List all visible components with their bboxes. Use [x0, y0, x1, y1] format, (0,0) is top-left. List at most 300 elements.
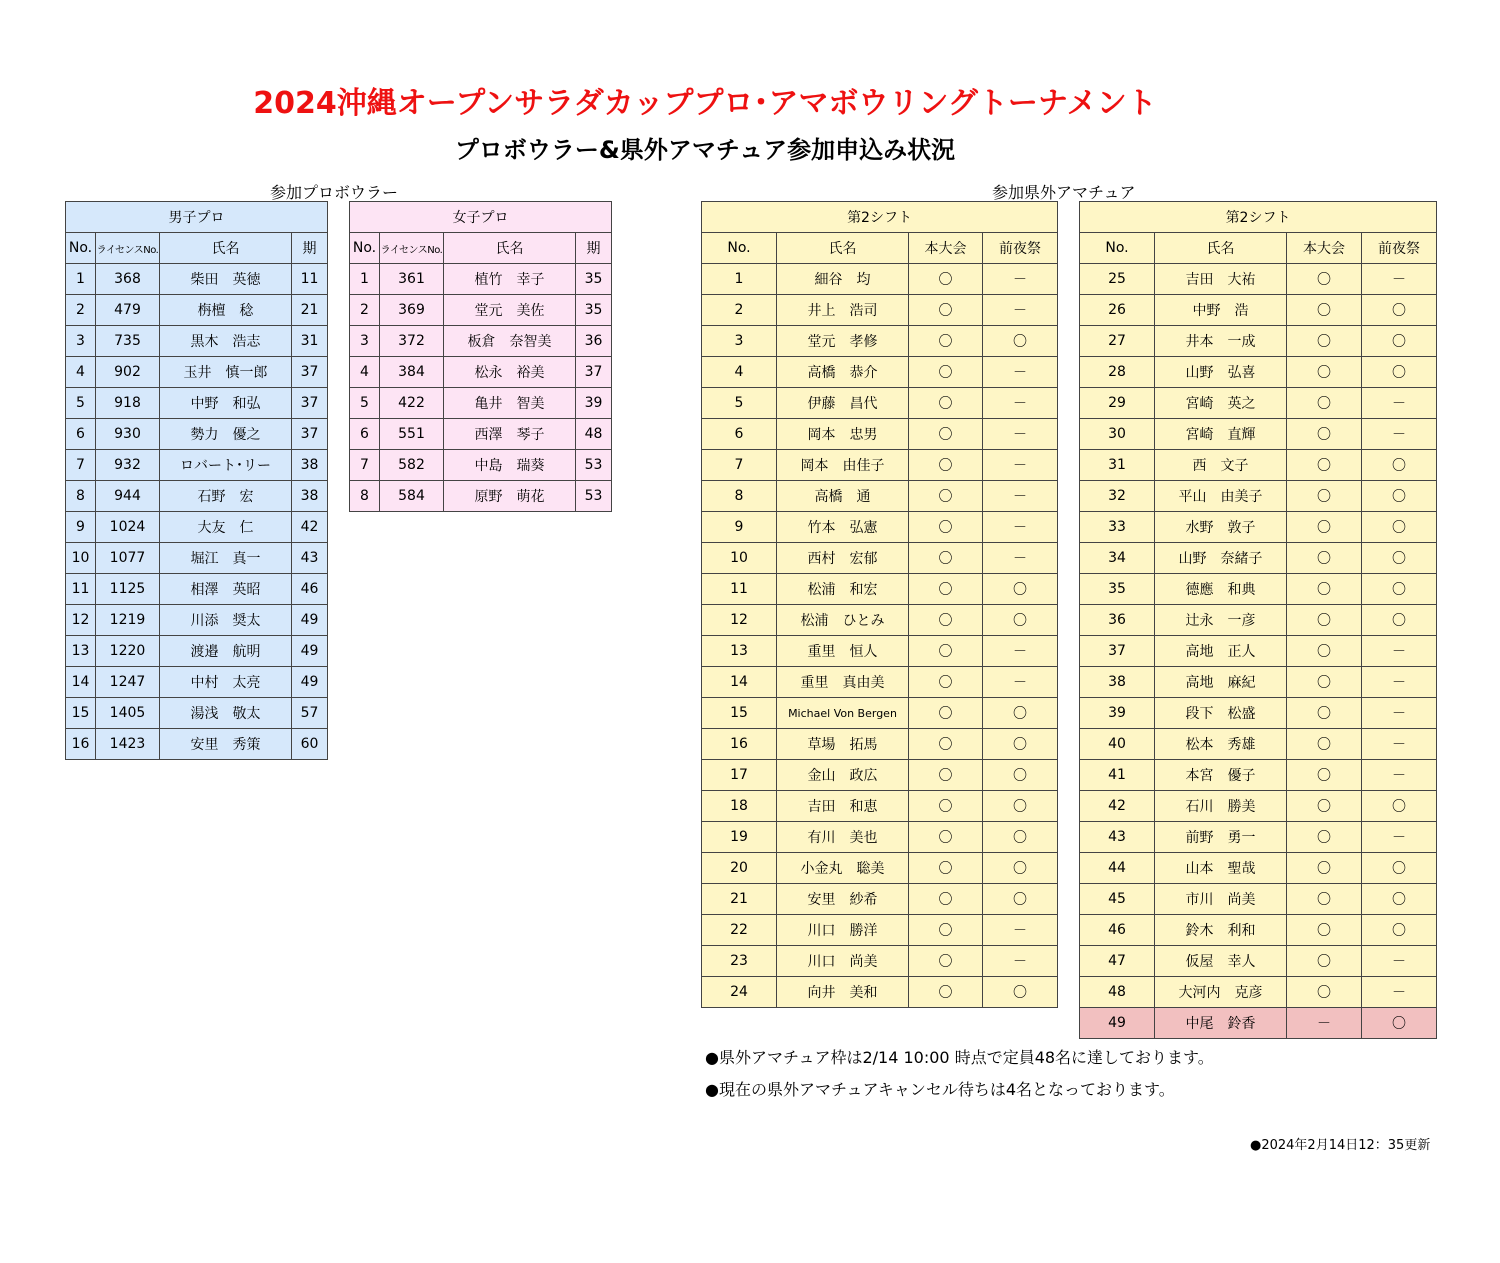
- table-cell: 〇: [909, 760, 983, 791]
- table-cell: 14: [702, 667, 777, 698]
- table-cell: 大友 仁: [160, 512, 292, 543]
- table-cell: 10: [66, 543, 96, 574]
- table-row: [1080, 667, 1437, 698]
- table-cell: 岡本 由佳子: [777, 450, 909, 481]
- table-cell: 〇: [983, 791, 1058, 822]
- table-cell: 〇: [983, 760, 1058, 791]
- amateur-section-label: 参加県外アマチュア: [992, 183, 1136, 202]
- table-cell: 西 文子: [1155, 450, 1287, 481]
- table-cell: 27: [1080, 326, 1155, 357]
- table-cell: 〇: [1362, 915, 1437, 946]
- table-cell: 平山 由美子: [1155, 481, 1287, 512]
- table-cell: 11: [292, 264, 328, 295]
- table-cell: 原野 萌花: [444, 481, 576, 512]
- table-cell: 〇: [909, 512, 983, 543]
- table-cell: 46: [292, 574, 328, 605]
- table-row: [66, 357, 328, 388]
- table-row: [66, 605, 328, 636]
- table-row: [1080, 791, 1437, 822]
- table-cell: 32: [1080, 481, 1155, 512]
- table-cell: 26: [1080, 295, 1155, 326]
- table-row: [702, 512, 1058, 543]
- table-cell: 38: [292, 450, 328, 481]
- table-cell: 辻永 一彦: [1155, 605, 1287, 636]
- table-row: [702, 264, 1058, 295]
- table-cell: －: [1362, 946, 1437, 977]
- table-cell: －: [983, 481, 1058, 512]
- table-cell: 亀井 智美: [444, 388, 576, 419]
- women-header-row: [350, 233, 612, 264]
- table-row: [66, 667, 328, 698]
- table-cell: 422: [380, 388, 444, 419]
- note-waitlist: ●現在の県外アマチュアキャンセル待ちは4名となっております。: [705, 1080, 1175, 1099]
- table-cell: 〇: [1287, 512, 1362, 543]
- table-cell: 37: [1080, 636, 1155, 667]
- table-cell: 30: [1080, 419, 1155, 450]
- table-cell: 2: [350, 295, 380, 326]
- table-row: [350, 295, 612, 326]
- page-subtitle: プロボウラー&県外アマチュア参加申込み状況: [454, 136, 956, 164]
- table-cell: 〇: [1287, 791, 1362, 822]
- table-cell: 山野 奈緒子: [1155, 543, 1287, 574]
- table-cell: 〇: [1362, 295, 1437, 326]
- table-cell: 〇: [1362, 884, 1437, 915]
- table-cell: 〇: [909, 791, 983, 822]
- men-pro-caption: 男子プロ: [66, 202, 328, 233]
- table-cell: 34: [1080, 543, 1155, 574]
- table-row: [702, 450, 1058, 481]
- table-row: [350, 357, 612, 388]
- men-header-row: [66, 233, 328, 264]
- table-row: [350, 388, 612, 419]
- table-cell: 3: [66, 326, 96, 357]
- table-cell: 〇: [1362, 1008, 1437, 1039]
- table-cell: －: [983, 636, 1058, 667]
- table-cell: 〇: [909, 326, 983, 357]
- table-cell: 3: [350, 326, 380, 357]
- table-row: [702, 946, 1058, 977]
- table-cell: 向井 美和: [777, 977, 909, 1008]
- men-header-cell: 氏名: [160, 233, 292, 264]
- table-cell: 伊藤 昌代: [777, 388, 909, 419]
- table-cell: 〇: [1362, 512, 1437, 543]
- ama_left-header-row: [702, 233, 1058, 264]
- table-cell: 〇: [1287, 295, 1362, 326]
- table-cell: 39: [576, 388, 612, 419]
- table-cell: 368: [96, 264, 160, 295]
- table-cell: 〇: [983, 977, 1058, 1008]
- ama_right-header-row: [1080, 233, 1437, 264]
- table-cell: 16: [66, 729, 96, 760]
- table-cell: 高橋 通: [777, 481, 909, 512]
- table-cell: 松永 裕美: [444, 357, 576, 388]
- amateur-table-right: [1079, 201, 1437, 1039]
- table-cell: 49: [292, 636, 328, 667]
- table-cell: 〇: [1287, 388, 1362, 419]
- table-row: [66, 295, 328, 326]
- table-cell: 1405: [96, 698, 160, 729]
- note-capacity: ●県外アマチュア枠は2/14 10:00 時点で定員48名に達しております。: [705, 1048, 1214, 1067]
- table-cell: 35: [576, 295, 612, 326]
- table-cell: 栴檀 稔: [160, 295, 292, 326]
- table-cell: 〇: [1287, 543, 1362, 574]
- table-row: [1080, 512, 1437, 543]
- table-cell: 42: [292, 512, 328, 543]
- table-row: [1080, 884, 1437, 915]
- table-cell: 48: [1080, 977, 1155, 1008]
- table-row: [66, 419, 328, 450]
- table-row: [1080, 915, 1437, 946]
- table-row: [702, 636, 1058, 667]
- table-row: [66, 698, 328, 729]
- table-row: [66, 574, 328, 605]
- table-cell: 〇: [1287, 264, 1362, 295]
- table-row: [702, 915, 1058, 946]
- table-cell: 〇: [909, 419, 983, 450]
- table-cell: 361: [380, 264, 444, 295]
- table-cell: 372: [380, 326, 444, 357]
- table-cell: 水野 敦子: [1155, 512, 1287, 543]
- table-cell: 中村 太亮: [160, 667, 292, 698]
- amateur-left-caption: 第2シフト: [702, 202, 1058, 233]
- table-row: [1080, 388, 1437, 419]
- table-cell: －: [1362, 667, 1437, 698]
- table-cell: 松浦 ひとみ: [777, 605, 909, 636]
- women-header-cell: 氏名: [444, 233, 576, 264]
- table-cell: 1219: [96, 605, 160, 636]
- amateur-table-left: [701, 201, 1058, 1008]
- table-cell: 9: [702, 512, 777, 543]
- table-cell: 13: [66, 636, 96, 667]
- table-cell: 49: [292, 667, 328, 698]
- table-cell: 〇: [1362, 574, 1437, 605]
- ama_left-header-cell: 前夜祭: [983, 233, 1058, 264]
- table-cell: 16: [702, 729, 777, 760]
- table-cell: －: [1362, 264, 1437, 295]
- table-cell: 902: [96, 357, 160, 388]
- table-cell: 〇: [983, 822, 1058, 853]
- table-cell: 草場 拓馬: [777, 729, 909, 760]
- table-cell: 9: [66, 512, 96, 543]
- table-cell: 井上 浩司: [777, 295, 909, 326]
- table-row: [1080, 605, 1437, 636]
- ama_left-header-cell: No.: [702, 233, 777, 264]
- table-cell: 479: [96, 295, 160, 326]
- table-cell: 〇: [909, 450, 983, 481]
- table-row: [1080, 636, 1437, 667]
- table-cell: 1: [66, 264, 96, 295]
- women-header-cell: ライセンスNo.: [380, 233, 444, 264]
- table-cell: 37: [292, 357, 328, 388]
- table-cell: 45: [1080, 884, 1155, 915]
- table-cell: 1: [350, 264, 380, 295]
- table-cell: 中野 浩: [1155, 295, 1287, 326]
- table-cell: 1077: [96, 543, 160, 574]
- table-cell: 46: [1080, 915, 1155, 946]
- table-cell: 8: [350, 481, 380, 512]
- table-cell: 49: [292, 605, 328, 636]
- table-cell: ロバート･リー: [160, 450, 292, 481]
- table-row: [702, 419, 1058, 450]
- table-cell: 〇: [909, 636, 983, 667]
- table-row: [66, 636, 328, 667]
- table-cell: 19: [702, 822, 777, 853]
- table-cell: 〇: [909, 388, 983, 419]
- table-cell: 38: [292, 481, 328, 512]
- table-cell: 17: [702, 760, 777, 791]
- table-cell: 49: [1080, 1008, 1155, 1039]
- table-row: [702, 698, 1058, 729]
- table-cell: 40: [1080, 729, 1155, 760]
- table-cell: 井本 一成: [1155, 326, 1287, 357]
- table-row: [1080, 419, 1437, 450]
- table-cell: 中野 和弘: [160, 388, 292, 419]
- ama_right-header-cell: 前夜祭: [1362, 233, 1437, 264]
- table-row: [702, 326, 1058, 357]
- ama_left-header-cell: 本大会: [909, 233, 983, 264]
- table-cell: 板倉 奈智美: [444, 326, 576, 357]
- table-cell: 〇: [1287, 326, 1362, 357]
- table-cell: 堂元 孝修: [777, 326, 909, 357]
- table-row: [702, 388, 1058, 419]
- table-cell: 中尾 鈴香: [1155, 1008, 1287, 1039]
- ama_right-header-cell: No.: [1080, 233, 1155, 264]
- table-cell: 〇: [983, 605, 1058, 636]
- table-cell: 〇: [909, 729, 983, 760]
- table-cell: 西澤 琴子: [444, 419, 576, 450]
- table-cell: 〇: [909, 853, 983, 884]
- table-cell: 宮崎 英之: [1155, 388, 1287, 419]
- table-cell: 1: [702, 264, 777, 295]
- table-cell: 〇: [909, 357, 983, 388]
- table-cell: 6: [702, 419, 777, 450]
- table-cell: 黒木 浩志: [160, 326, 292, 357]
- table-cell: 植竹 幸子: [444, 264, 576, 295]
- table-row: [702, 853, 1058, 884]
- table-cell: 13: [702, 636, 777, 667]
- men-pro-table: [65, 201, 328, 760]
- table-cell: －: [983, 543, 1058, 574]
- table-cell: －: [983, 915, 1058, 946]
- table-row: [702, 295, 1058, 326]
- table-cell: 松浦 和宏: [777, 574, 909, 605]
- table-cell: 944: [96, 481, 160, 512]
- amateur-right-caption: 第2シフト: [1080, 202, 1437, 233]
- table-cell: 47: [1080, 946, 1155, 977]
- table-cell: 堀江 真一: [160, 543, 292, 574]
- table-cell: 8: [66, 481, 96, 512]
- table-cell: 大河内 克彦: [1155, 977, 1287, 1008]
- table-row: [1080, 481, 1437, 512]
- table-cell: 〇: [983, 884, 1058, 915]
- table-cell: 高地 正人: [1155, 636, 1287, 667]
- table-cell: 12: [66, 605, 96, 636]
- table-cell: 37: [292, 419, 328, 450]
- page-title: 2024沖縄オープンサラダカッププロ･アマボウリングトーナメント: [253, 86, 1157, 121]
- table-cell: 584: [380, 481, 444, 512]
- table-cell: 前野 勇一: [1155, 822, 1287, 853]
- table-cell: 369: [380, 295, 444, 326]
- table-cell: 18: [702, 791, 777, 822]
- table-cell: 4: [350, 357, 380, 388]
- table-row: [1080, 822, 1437, 853]
- table-cell: －: [1362, 760, 1437, 791]
- table-row: [1080, 574, 1437, 605]
- ama_right-header-cell: 氏名: [1155, 233, 1287, 264]
- table-cell: 43: [1080, 822, 1155, 853]
- table-cell: 〇: [1287, 481, 1362, 512]
- table-cell: 31: [1080, 450, 1155, 481]
- table-cell: 〇: [1362, 357, 1437, 388]
- table-cell: 〇: [909, 884, 983, 915]
- table-cell: 60: [292, 729, 328, 760]
- table-row: [1080, 326, 1437, 357]
- table-cell: 21: [292, 295, 328, 326]
- table-cell: 松本 秀雄: [1155, 729, 1287, 760]
- table-cell: 〇: [983, 698, 1058, 729]
- table-cell: 5: [350, 388, 380, 419]
- table-cell: 932: [96, 450, 160, 481]
- table-row: [1080, 729, 1437, 760]
- table-cell: 〇: [1287, 822, 1362, 853]
- table-row: [1080, 264, 1437, 295]
- table-cell: 37: [292, 388, 328, 419]
- table-cell: 53: [576, 481, 612, 512]
- table-cell: 有川 美也: [777, 822, 909, 853]
- table-cell: 〇: [909, 264, 983, 295]
- table-cell: Michael Von Bergen: [777, 698, 909, 729]
- table-cell: 36: [576, 326, 612, 357]
- table-cell: 7: [66, 450, 96, 481]
- table-cell: 1024: [96, 512, 160, 543]
- table-cell: 48: [576, 419, 612, 450]
- table-cell: 小金丸 聡美: [777, 853, 909, 884]
- table-row: [702, 977, 1058, 1008]
- table-cell: 〇: [1362, 853, 1437, 884]
- table-cell: 安里 秀策: [160, 729, 292, 760]
- table-row: [702, 729, 1058, 760]
- table-cell: －: [1362, 419, 1437, 450]
- table-cell: 〇: [1362, 450, 1437, 481]
- table-cell: 金山 政広: [777, 760, 909, 791]
- table-cell: 〇: [983, 326, 1058, 357]
- table-cell: 川口 勝洋: [777, 915, 909, 946]
- table-cell: 3: [702, 326, 777, 357]
- table-cell: 384: [380, 357, 444, 388]
- table-cell: 〇: [909, 481, 983, 512]
- table-cell: 4: [702, 357, 777, 388]
- table-cell: 38: [1080, 667, 1155, 698]
- table-cell: 〇: [1287, 946, 1362, 977]
- table-cell: 23: [702, 946, 777, 977]
- table-cell: －: [1287, 1008, 1362, 1039]
- table-cell: 35: [1080, 574, 1155, 605]
- table-row: [702, 605, 1058, 636]
- table-cell: 渡邉 航明: [160, 636, 292, 667]
- table-cell: 山野 弘喜: [1155, 357, 1287, 388]
- table-row: [702, 822, 1058, 853]
- table-row: [702, 357, 1058, 388]
- table-cell: 〇: [1287, 729, 1362, 760]
- women-pro-caption: 女子プロ: [350, 202, 612, 233]
- table-cell: 吉田 和恵: [777, 791, 909, 822]
- table-cell: 吉田 大祐: [1155, 264, 1287, 295]
- table-cell: 仮屋 幸人: [1155, 946, 1287, 977]
- table-cell: 本宮 優子: [1155, 760, 1287, 791]
- table-cell: 重里 恒人: [777, 636, 909, 667]
- table-cell: 〇: [909, 543, 983, 574]
- women-pro-table: [349, 201, 612, 512]
- table-cell: 〇: [909, 946, 983, 977]
- table-cell: 8: [702, 481, 777, 512]
- table-cell: 〇: [1287, 698, 1362, 729]
- table-cell: 〇: [1362, 543, 1437, 574]
- table-cell: 43: [292, 543, 328, 574]
- table-cell: 柴田 英徳: [160, 264, 292, 295]
- table-cell: 山本 聖哉: [1155, 853, 1287, 884]
- table-cell: 36: [1080, 605, 1155, 636]
- table-cell: －: [1362, 822, 1437, 853]
- table-cell: 14: [66, 667, 96, 698]
- table-row: [350, 326, 612, 357]
- table-cell: 735: [96, 326, 160, 357]
- table-cell: 〇: [1362, 605, 1437, 636]
- table-row: [702, 791, 1058, 822]
- table-cell: 岡本 忠男: [777, 419, 909, 450]
- table-row: [350, 450, 612, 481]
- men-header-cell: No.: [66, 233, 96, 264]
- table-cell: 10: [702, 543, 777, 574]
- men-header-cell: ライセンスNo.: [96, 233, 160, 264]
- updated-timestamp: ●2024年2月14日12：35更新: [1250, 1138, 1431, 1153]
- table-cell: 〇: [1362, 791, 1437, 822]
- table-cell: 〇: [909, 698, 983, 729]
- table-row: [350, 419, 612, 450]
- table-cell: －: [1362, 388, 1437, 419]
- table-cell: 28: [1080, 357, 1155, 388]
- table-cell: －: [983, 357, 1058, 388]
- table-cell: 15: [702, 698, 777, 729]
- table-row: [1080, 450, 1437, 481]
- table-cell: 1220: [96, 636, 160, 667]
- table-cell: －: [983, 295, 1058, 326]
- table-cell: －: [983, 419, 1058, 450]
- table-cell: 〇: [1287, 853, 1362, 884]
- table-cell: 重里 真由美: [777, 667, 909, 698]
- table-cell: 41: [1080, 760, 1155, 791]
- table-cell: 5: [702, 388, 777, 419]
- table-cell: －: [983, 450, 1058, 481]
- table-cell: 37: [576, 357, 612, 388]
- table-cell: 29: [1080, 388, 1155, 419]
- table-cell: 高地 麻紀: [1155, 667, 1287, 698]
- table-cell: 宮崎 直輝: [1155, 419, 1287, 450]
- table-cell: －: [983, 512, 1058, 543]
- table-cell: 川添 奨太: [160, 605, 292, 636]
- table-row: [1080, 357, 1437, 388]
- table-cell: 〇: [1362, 481, 1437, 512]
- table-row: [66, 729, 328, 760]
- table-cell: 44: [1080, 853, 1155, 884]
- table-row: [350, 264, 612, 295]
- table-row: [1080, 760, 1437, 791]
- table-cell: 〇: [1287, 605, 1362, 636]
- table-cell: 〇: [1287, 636, 1362, 667]
- table-cell: 〇: [909, 605, 983, 636]
- table-row: [1080, 977, 1437, 1008]
- table-cell: 〇: [1287, 977, 1362, 1008]
- table-cell: 11: [66, 574, 96, 605]
